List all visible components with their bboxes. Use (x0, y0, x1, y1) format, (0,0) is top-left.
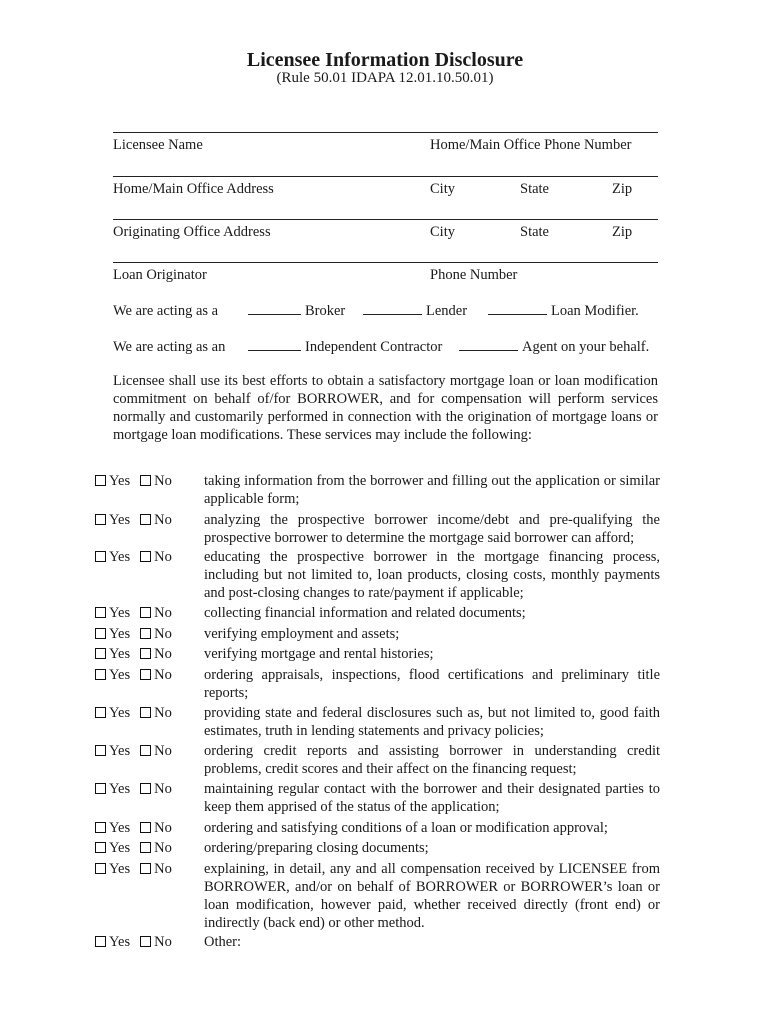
home-address-line[interactable] (113, 176, 658, 177)
yes-checkbox[interactable] (95, 628, 106, 639)
service-item (95, 933, 660, 951)
contractor-label: Independent Contractor (305, 339, 443, 355)
no-checkbox[interactable] (140, 551, 151, 562)
yes-checkbox[interactable] (95, 551, 106, 562)
no-label: No (154, 512, 172, 528)
page-subtitle: (Rule 50.01 IDAPA 12.01.10.50.01) (276, 70, 494, 86)
no-checkbox[interactable] (140, 514, 151, 525)
service-text: analyzing the prospective borrower income/debt and pre-qualifying the prospective borrower to determine the mortgage said borrower can afford; (204, 512, 660, 546)
yes-label: Yes (109, 605, 131, 621)
page-title: Licensee Information Disclosure (246, 49, 524, 71)
service-item (95, 839, 660, 857)
service-text: maintaining regular contact with the borrower and their designated parties to keep them apprised of the status of the application; (204, 781, 660, 815)
no-checkbox[interactable] (140, 669, 151, 680)
service-text: verifying mortgage and rental histories; (204, 646, 434, 662)
loan-modifier-option[interactable] (488, 303, 639, 320)
service-item (95, 604, 660, 622)
service-text: educating the prospective borrower in the mortgage financing process, including but not limited to, loan products, closing costs, monthly payments and post-closing changes to rate/payment if applicable; (204, 549, 660, 601)
orig-city-label: City (430, 224, 455, 240)
service-item (95, 511, 660, 547)
service-item (95, 472, 660, 508)
yes-label: Yes (109, 473, 131, 489)
acting-as-an-label: We are acting as an (113, 339, 226, 355)
no-checkbox[interactable] (140, 822, 151, 833)
home-zip-label: Zip (612, 181, 633, 197)
yes-label: Yes (109, 705, 131, 721)
service-item (95, 625, 660, 643)
yes-checkbox[interactable] (95, 648, 106, 659)
no-label: No (154, 840, 172, 856)
no-label: No (154, 549, 172, 565)
no-checkbox[interactable] (140, 842, 151, 853)
yes-checkbox[interactable] (95, 842, 106, 853)
service-item (95, 548, 660, 602)
service-text: ordering/preparing closing documents; (204, 840, 429, 856)
no-label: No (154, 473, 172, 489)
home-phone-label: Home/Main Office Phone Number (430, 137, 632, 153)
service-text: verifying employment and assets; (204, 626, 400, 642)
originating-address-line[interactable] (113, 219, 658, 220)
no-label: No (154, 820, 172, 836)
loan-originator-label: Loan Originator (113, 267, 207, 283)
no-checkbox[interactable] (140, 648, 151, 659)
no-label: No (154, 605, 172, 621)
no-label: No (154, 667, 172, 683)
yes-checkbox[interactable] (95, 783, 106, 794)
yes-checkbox[interactable] (95, 669, 106, 680)
service-text: collecting financial information and related documents; (204, 605, 526, 621)
service-item (95, 704, 660, 740)
yes-label: Yes (109, 840, 131, 856)
yes-label: Yes (109, 667, 131, 683)
yes-label: Yes (109, 820, 131, 836)
lender-label: Lender (426, 303, 468, 319)
no-label: No (154, 743, 172, 759)
acting-as-label: We are acting as a (113, 303, 219, 319)
service-item (95, 645, 660, 663)
service-text: ordering and satisfying conditions of a loan or modification approval; (204, 820, 608, 836)
agent-option[interactable] (459, 339, 649, 356)
no-label: No (154, 646, 172, 662)
yes-label: Yes (109, 512, 131, 528)
loan-modifier-blank[interactable] (488, 303, 547, 315)
yes-checkbox[interactable] (95, 514, 106, 525)
service-text: explaining, in detail, any and all compensation received by LICENSEE from BORROWER, and/or on behalf of BORROWER or BORROWER’s loan or loan modification, however paid, whether received directly (front end) or indirectly (back end) or other method. (204, 861, 660, 931)
no-checkbox[interactable] (140, 628, 151, 639)
no-label: No (154, 626, 172, 642)
no-checkbox[interactable] (140, 475, 151, 486)
home-state-label: State (520, 181, 549, 197)
yes-label: Yes (109, 626, 131, 642)
yes-checkbox[interactable] (95, 822, 106, 833)
no-checkbox[interactable] (140, 863, 151, 874)
lender-blank[interactable] (363, 303, 422, 315)
yes-label: Yes (109, 743, 131, 759)
service-text: Other: (204, 934, 242, 950)
service-item (95, 742, 660, 778)
yes-label: Yes (109, 934, 131, 950)
broker-blank[interactable] (248, 303, 301, 315)
yes-checkbox[interactable] (95, 745, 106, 756)
yes-checkbox[interactable] (95, 707, 106, 718)
yes-label: Yes (109, 861, 131, 877)
phone-number-label: Phone Number (430, 267, 518, 283)
no-checkbox[interactable] (140, 707, 151, 718)
service-text: ordering credit reports and assisting borrower in understanding credit problems, credit scores and their affect on the financing request; (204, 743, 660, 777)
originating-address-label: Originating Office Address (113, 224, 271, 240)
no-checkbox[interactable] (140, 607, 151, 618)
contractor-blank[interactable] (248, 339, 301, 351)
broker-option[interactable] (248, 303, 345, 320)
no-label: No (154, 934, 172, 950)
orig-state-label: State (520, 224, 549, 240)
no-label: No (154, 861, 172, 877)
yes-label: Yes (109, 646, 131, 662)
contractor-option[interactable] (248, 339, 442, 356)
yes-label: Yes (109, 781, 131, 797)
licensee-name-label: Licensee Name (113, 137, 203, 153)
yes-label: Yes (109, 549, 131, 565)
service-item (95, 666, 660, 702)
loan-originator-line[interactable] (113, 262, 658, 263)
no-checkbox[interactable] (140, 745, 151, 756)
agent-label: Agent on your behalf. (522, 339, 650, 355)
broker-label: Broker (305, 303, 346, 319)
service-item (95, 819, 660, 837)
agent-blank[interactable] (459, 339, 518, 351)
service-item (95, 860, 660, 932)
no-checkbox[interactable] (140, 783, 151, 794)
yes-checkbox[interactable] (95, 936, 106, 947)
no-checkbox[interactable] (140, 936, 151, 947)
service-text: providing state and federal disclosures such as, but not limited to, good faith estimates, truth in lending statements and privacy policies; (204, 705, 660, 739)
yes-checkbox[interactable] (95, 475, 106, 486)
yes-checkbox[interactable] (95, 863, 106, 874)
no-label: No (154, 781, 172, 797)
service-text: taking information from the borrower and filling out the application or similar applicable form; (204, 473, 660, 507)
lender-option[interactable] (363, 303, 467, 320)
service-item (95, 780, 660, 816)
licensee-name-line[interactable] (113, 132, 658, 133)
loan-modifier-label: Loan Modifier. (551, 303, 639, 319)
no-label: No (154, 705, 172, 721)
home-city-label: City (430, 181, 455, 197)
home-address-label: Home/Main Office Address (113, 181, 274, 197)
orig-zip-label: Zip (612, 224, 633, 240)
service-text: ordering appraisals, inspections, flood certifications and preliminary title reports; (204, 667, 660, 701)
services-paragraph: Licensee shall use its best efforts to obtain a satisfactory mortgage loan or loan modification commitment on behalf of/for BORROWER, and for compensation will perform services normally and customarily performed in connection with the origination of mortgage loans or mortgage loan modifications. These services may include the following: (113, 373, 658, 443)
yes-checkbox[interactable] (95, 607, 106, 618)
